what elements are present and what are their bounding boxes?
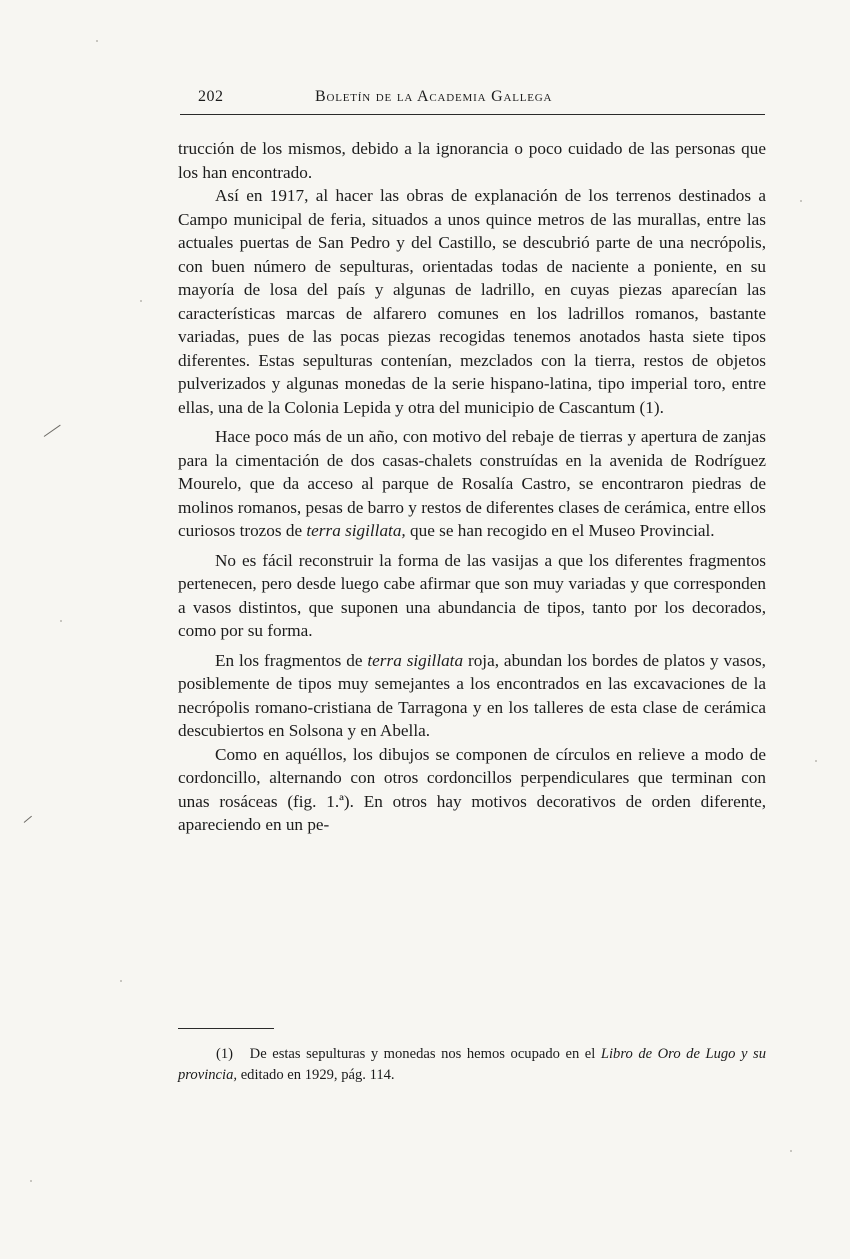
paragraph-decoration: Como en aquéllos, los dibujos se componen de círculos en relieve a modo de cordoncillo, alternando con otros cordoncillos perpendiculares que terminan con unas rosáceas (fig. 1.ª). En otros hay motivos decorativos de orden diferente, apareciendo en un pe- — [178, 744, 766, 834]
page-number: 202 — [198, 88, 224, 105]
page-header — [180, 84, 765, 115]
body-text — [178, 137, 766, 837]
scan-speck — [96, 40, 98, 42]
footnote-reference: (1). — [635, 397, 664, 417]
paragraph-continuation: trucción de los mismos, debido a la ignorancia o poco cuidado de las personas que los han encontrado. — [178, 139, 766, 182]
italic-term: terra sigillata, — [306, 521, 406, 540]
scan-mark — [24, 816, 32, 823]
paragraph-sigillata: En los fragmentos de terra sigillata roja, abundan los bordes de platos y vasos, posiblemente de tipos muy semejantes a los encontrados en las excavaciones de la necrópolis romano-cristiana de Tarragona y en los talleres de esta clase de cerámica descubiertos en Solsona y en Abella. — [178, 650, 766, 740]
footnote: (1) De estas sepulturas y monedas nos hemos ocupado en el Libro de Oro de Lugo y su provincia, editado en 1929, pág. 114. — [178, 1046, 767, 1083]
scan-speck — [140, 300, 142, 302]
running-title: Boletín de la Academia Gallega — [315, 88, 553, 105]
scan-speck — [60, 620, 62, 622]
paragraph-necropolis: Así en 1917, al hacer las obras de explanación de los terrenos destinados a Campo municipal de feria, situados a unos quince metros de las murallas, entre las actuales puertas de San Pedro y del Castillo, se descubrió parte de una necrópolis, con buen número de sepulturas, orientadas todas de naciente a poniente, en su mayoría de losa del país y algunas de ladrillo, en cuyas piezas aparecían las características marcas de alfarero comunes en los ladrillos romanos, bastante variadas, pues de las pocas piezas recogidas tenemos anotados hasta siete tipos diferentes. Estas sepulturas contenían, mezclados con la tierra, restos de objetos pulverizados y algunas monedas de la serie hispano-latina, tipo imperial toro, entre ellas, una de la Colonia Lepida y otra del municipio de Cascantum (1). — [178, 186, 766, 417]
footnote-divider — [178, 1028, 274, 1029]
paragraph-fragments: No es fácil reconstruir la forma de las vasijas a que los diferentes fragmentos pertenecen, pero desde luego cabe afirmar que son muy variadas y que corresponden a vasos distintos, que suponen una abundancia de tipos, tanto por los decorados, como por su forma. — [178, 550, 766, 640]
italic-term: terra sigillata — [367, 650, 464, 670]
footnote-marker: (1) — [216, 1046, 234, 1062]
italic-title: Libro de Oro de Lugo y su provincia, — [178, 1046, 767, 1083]
scan-speck — [815, 760, 817, 762]
scan-speck — [800, 200, 802, 202]
scan-speck — [120, 980, 122, 982]
scan-mark — [44, 425, 61, 437]
scan-speck — [790, 1150, 792, 1152]
paragraph-excavation: Hace poco más de un año, con motivo del rebaje de tierras y apertura de zanjas para la cimentación de dos casas-chalets construídas en la avenida de Rodríguez Mourelo, que da acceso al parque de Rosalía Castro, se encontraron piedras de molinos romanos, pesas de barro y restos de diferentes clases de cerámica, entre ellos curiosos trozos de terra sigillata, que se han recogido en el Museo Provincial. — [178, 427, 766, 540]
scan-speck — [30, 1180, 32, 1182]
